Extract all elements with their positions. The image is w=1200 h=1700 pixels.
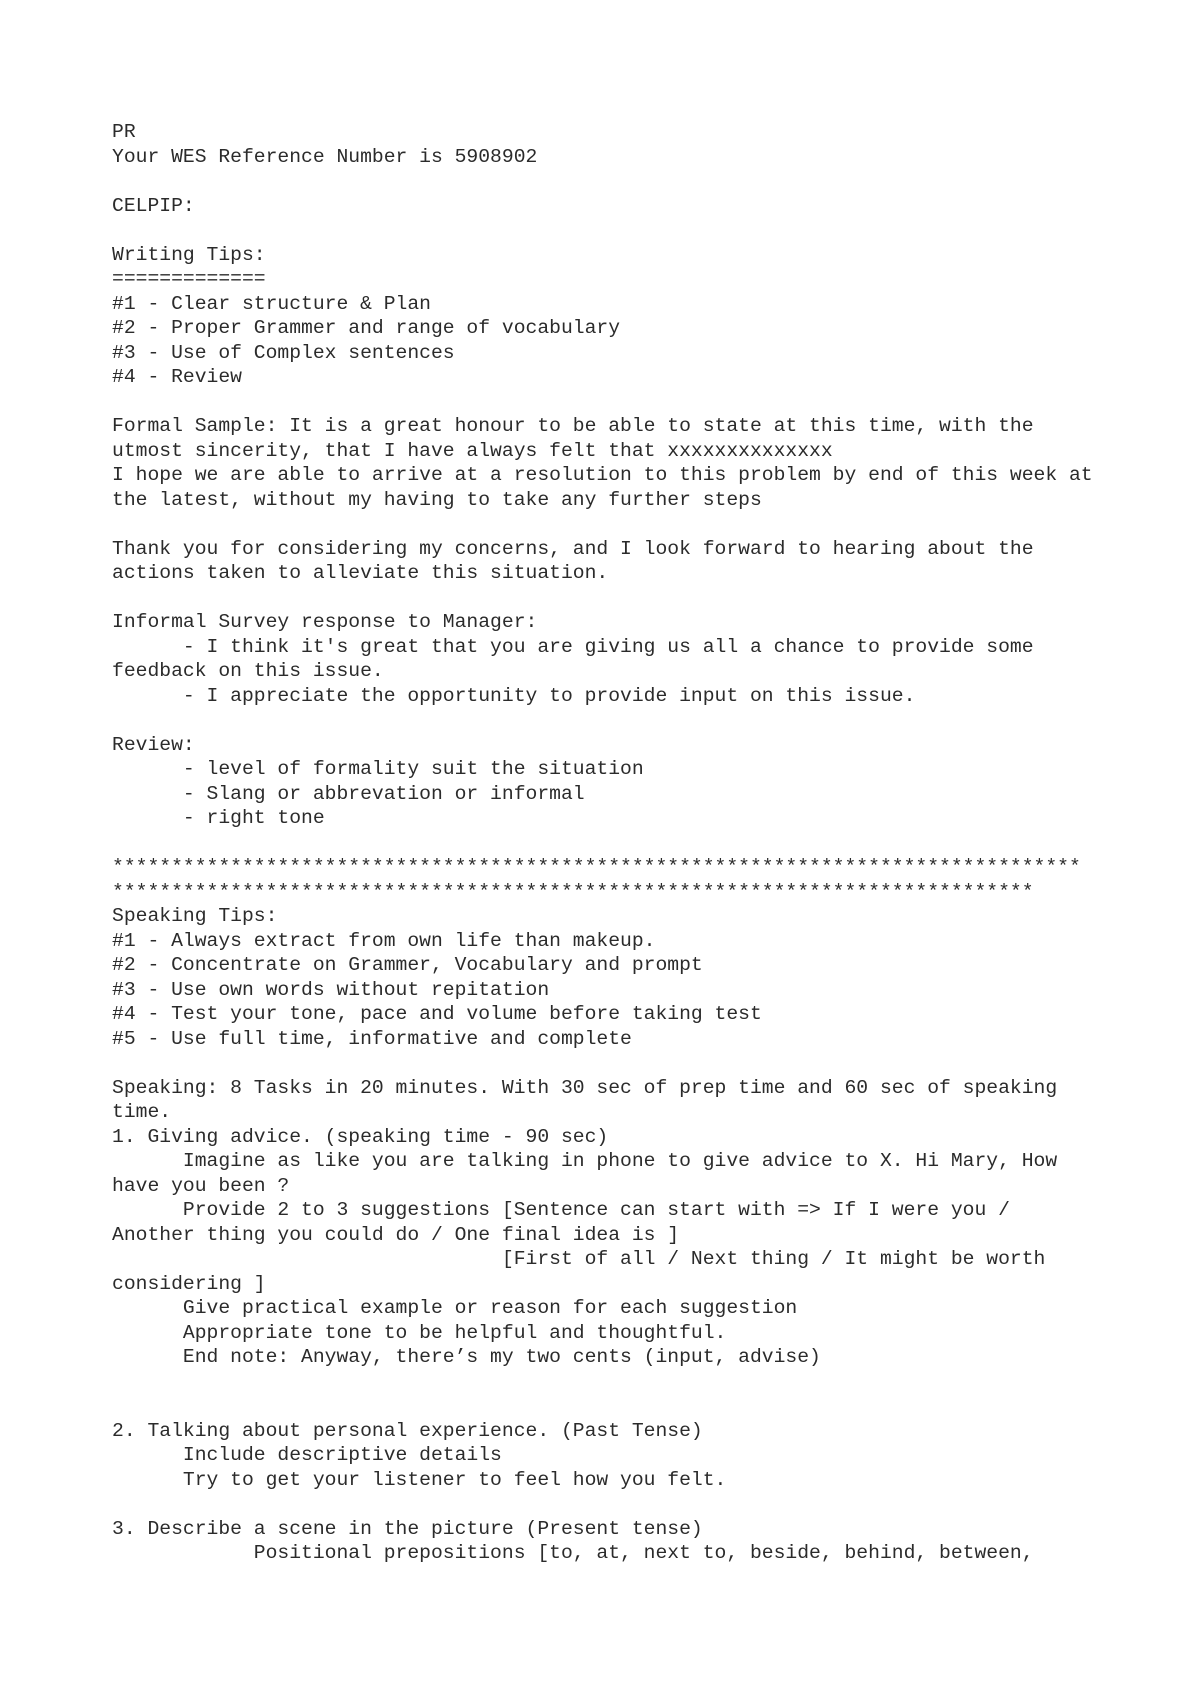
text-line: utmost sincerity, that I have always felt that xxxxxxxxxxxxxx bbox=[112, 439, 833, 462]
blank-line bbox=[112, 586, 1122, 611]
blank-line bbox=[112, 1492, 1122, 1517]
text-line: - level of formality suit the situation bbox=[112, 758, 644, 780]
text-line: Informal Survey response to Manager: bbox=[112, 611, 538, 633]
text-line: #1 - Always extract from own life than makeup. bbox=[112, 929, 656, 952]
text-line: 2. Talking about personal experience. (Past Tense) bbox=[112, 1419, 703, 1442]
document-page bbox=[112, 120, 1122, 1566]
text-line: ****************************************************************************** bbox=[112, 880, 1034, 903]
text-line: Writing Tips: bbox=[112, 243, 266, 266]
text-line: Try to get your listener to feel how you felt. bbox=[112, 1468, 727, 1491]
text-line: Appropriate tone to be helpful and thoughtful. bbox=[112, 1321, 727, 1344]
text-line: 3. Describe a scene in the picture (Present tense) bbox=[112, 1517, 703, 1540]
text-line: #1 - Clear structure & Plan bbox=[112, 292, 431, 315]
text-line: time. bbox=[112, 1101, 172, 1123]
text-line: Positional prepositions [to, at, next to, beside, behind, between, bbox=[112, 1542, 1034, 1564]
text-line: actions taken to alleviate this situation. bbox=[112, 562, 609, 584]
blank-line bbox=[112, 218, 1122, 243]
blank-line bbox=[112, 1051, 1122, 1076]
text-line: #2 - Proper Grammer and range of vocabulary bbox=[112, 317, 621, 339]
blank-line bbox=[112, 1370, 1122, 1395]
text-line: - right tone bbox=[112, 807, 325, 829]
text-line: Imagine as like you are talking in phone to give advice to X. Hi Mary, How bbox=[112, 1150, 1058, 1172]
text-line: Provide 2 to 3 suggestions [Sentence can start with => If I were you / bbox=[112, 1199, 1010, 1221]
text-line: #3 - Use of Complex sentences bbox=[112, 341, 455, 364]
blank-line bbox=[112, 512, 1122, 537]
text-line: - I think it's great that you are giving us all a chance to provide some bbox=[112, 635, 1034, 658]
text-line: [First of all / Next thing / It might be worth bbox=[112, 1248, 1046, 1270]
text-line: #2 - Concentrate on Grammer, Vocabulary and prompt bbox=[112, 954, 703, 976]
blank-line bbox=[112, 708, 1122, 733]
text-line: #4 - Review bbox=[112, 366, 242, 388]
text-line: Formal Sample: It is a great honour to be able to state at this time, with the bbox=[112, 415, 1034, 437]
text-line: - Slang or abbrevation or informal bbox=[112, 782, 585, 805]
text-line: I hope we are able to arrive at a resolution to this problem by end of this week at bbox=[112, 464, 1093, 486]
text-line: Thank you for considering my concerns, and I look forward to hearing about the bbox=[112, 537, 1034, 560]
text-line: Include descriptive details bbox=[112, 1444, 502, 1466]
blank-line bbox=[112, 1394, 1122, 1419]
blank-line bbox=[112, 169, 1122, 194]
text-line: Speaking Tips: bbox=[112, 905, 278, 927]
text-line: Your WES Reference Number is 5908902 bbox=[112, 145, 538, 168]
text-line: #4 - Test your tone, pace and volume before taking test bbox=[112, 1003, 762, 1025]
text-line: Speaking: 8 Tasks in 20 minutes. With 30 sec of prep time and 60 sec of speaking bbox=[112, 1076, 1058, 1099]
text-line: PR bbox=[112, 121, 136, 143]
text-line: Another thing you could do / One final idea is ] bbox=[112, 1223, 680, 1246]
text-line: ********************************************************************************** bbox=[112, 856, 1081, 878]
text-line: - I appreciate the opportunity to provide input on this issue. bbox=[112, 684, 916, 707]
text-line: feedback on this issue. bbox=[112, 660, 384, 682]
text-line: 1. Giving advice. (speaking time - 90 sec) bbox=[112, 1125, 609, 1148]
text-line: End note: Anyway, there’s my two cents (input, advise) bbox=[112, 1346, 821, 1368]
text-line: have you been ? bbox=[112, 1174, 290, 1197]
text-line: considering ] bbox=[112, 1272, 266, 1295]
blank-line bbox=[112, 390, 1122, 415]
text-line: the latest, without my having to take any further steps bbox=[112, 488, 762, 511]
text-line: Give practical example or reason for each suggestion bbox=[112, 1297, 798, 1319]
text-line: ============= bbox=[112, 268, 266, 290]
text-line: CELPIP: bbox=[112, 194, 195, 217]
blank-line bbox=[112, 831, 1122, 856]
text-line: #3 - Use own words without repitation bbox=[112, 978, 550, 1001]
text-line: #5 - Use full time, informative and complete bbox=[112, 1027, 632, 1050]
text-line: Review: bbox=[112, 733, 195, 756]
